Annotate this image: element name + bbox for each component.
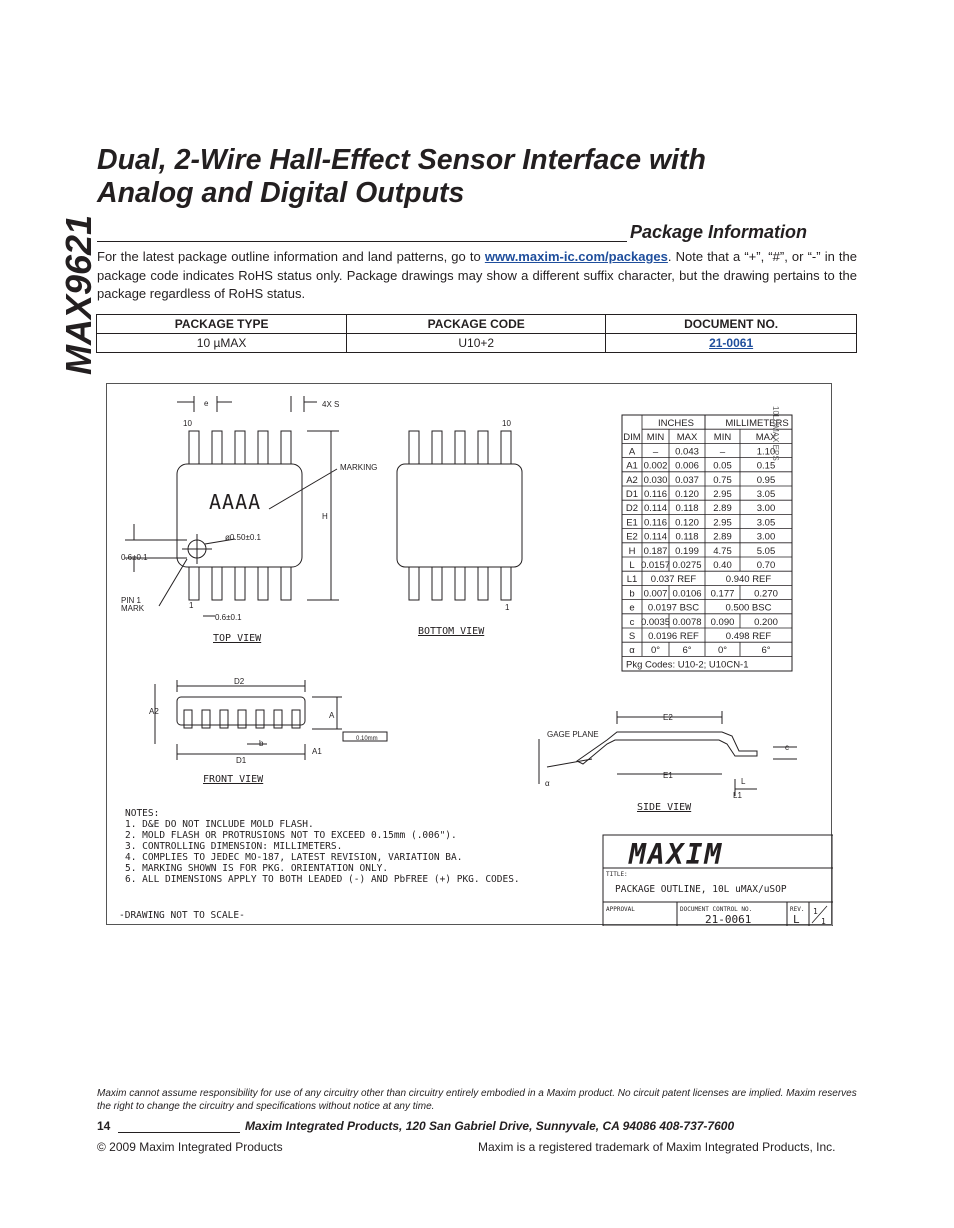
dim-cell: L1 — [626, 574, 638, 586]
dim-cell: 0.116 — [643, 517, 668, 529]
note-3: 3. CONTROLLING DIMENSION: MILLIMETERS. — [125, 841, 343, 852]
dim-cell: 1.10 — [756, 446, 776, 458]
pkg-codes: Pkg Codes: U10-2; U10CN-1 — [626, 659, 749, 671]
dim-col-header: MIN — [646, 432, 665, 444]
dim-cell: 0.118 — [675, 531, 699, 543]
pin1-mark-label-1: PIN 1 — [121, 596, 142, 605]
sheet-bottom: 1 — [821, 917, 826, 926]
dim-cell: 0.0197 BSC — [647, 602, 700, 614]
dim-cell: 0.043 — [675, 446, 699, 458]
drawing-title: PACKAGE OUTLINE, 10L uMAX/uSOP — [615, 884, 787, 895]
vertical-part-number: MAX9621 — [58, 214, 99, 375]
note-5: 5. MARKING SHOWN IS FOR PKG. ORIENTATION ONLY. — [125, 863, 389, 874]
package-table — [96, 314, 857, 353]
top-pin10-label: 10 — [183, 419, 192, 428]
dim-cell: 3.00 — [756, 503, 776, 515]
diameter-label: ø0.50±0.1 — [225, 533, 261, 542]
marking-aaaa: AAAA — [209, 490, 262, 514]
para-text-1: For the latest package outline information and land patterns, go to — [97, 249, 485, 264]
dim-cell: – — [652, 446, 659, 458]
dim-cell: A2 — [626, 474, 638, 486]
dim-cell: 0.40 — [713, 560, 732, 571]
dim-cell: 2.89 — [713, 531, 732, 543]
company-address: Maxim Integrated Products, 120 San Gabriel Drive, Sunnyvale, CA 94086 408-737-7600 — [245, 1119, 735, 1133]
side-view-profile — [577, 732, 757, 764]
dim-cell: – — [719, 446, 726, 458]
left-dim-label: 0.6±0.1 — [121, 553, 148, 562]
e2-label: E2 — [663, 713, 673, 722]
title-line-2: Analog and Digital Outputs — [97, 177, 465, 209]
dim-cell: 2.89 — [713, 503, 732, 515]
dim-cell: b — [629, 588, 635, 600]
gage-plane-label: GAGE PLANE — [547, 730, 599, 739]
package-drawing-svg — [107, 384, 833, 926]
dim-cell: 0.75 — [713, 474, 732, 486]
dim-cell: 0.006 — [675, 460, 699, 472]
eps-label: 10LUMAX.EPS — [771, 406, 780, 461]
document-link[interactable]: 21-0061 — [709, 336, 754, 350]
dim-cell: 0.116 — [643, 489, 668, 500]
dim-cell: A — [628, 446, 636, 458]
sheet-top: 1 — [813, 907, 818, 916]
h-label: H — [322, 512, 328, 521]
note-1: 1. D&E DO NOT INCLUDE MOLD FLASH. — [125, 819, 314, 830]
dim-cell: E2 — [626, 531, 638, 543]
package-type-cell: 10 µMAX — [97, 334, 347, 353]
top-view-label: TOP VIEW — [213, 633, 262, 644]
dim-cell: 0.114 — [643, 531, 668, 543]
dim-cell: 0.120 — [675, 517, 699, 529]
dim-cell: 0.0078 — [672, 616, 702, 628]
bottom-pin10-label: 10 — [502, 419, 511, 428]
footer-rule — [118, 1132, 240, 1133]
dim-cell: 0° — [650, 645, 661, 657]
rev-label: REV. — [790, 906, 805, 913]
dim-cell: 0.498 REF — [725, 631, 772, 642]
dim-cell: 5.05 — [756, 545, 776, 557]
a-label: A — [329, 711, 335, 720]
approval-label: APPROVAL — [606, 906, 635, 913]
dim-col-header: MAX — [755, 432, 777, 444]
l1-label: L1 — [733, 791, 742, 800]
title-line-1: Dual, 2-Wire Hall-Effect Sensor Interface with — [97, 144, 706, 176]
a2-label: A2 — [149, 707, 159, 716]
dim-cell: 3.00 — [756, 531, 776, 543]
b-label: b — [259, 739, 264, 748]
note-6: 6. ALL DIMENSIONS APPLY TO BOTH LEADED (-) AND PbFREE (+) PKG. CODES. — [125, 874, 520, 885]
rev-value: L — [793, 913, 800, 926]
dim-cell: 0.0196 REF — [648, 631, 699, 642]
package-drawing — [106, 383, 832, 925]
dim-cell: S — [628, 631, 636, 642]
dim-cell: 6° — [682, 645, 692, 657]
maxim-logo: MAXIM — [629, 838, 724, 871]
alpha-label: α — [545, 779, 550, 788]
dim-cell: 3.05 — [756, 489, 776, 500]
dim-cell: 0.200 — [754, 616, 778, 628]
dim-cell: 0.002 — [643, 460, 668, 472]
intro-paragraph — [97, 248, 857, 304]
bottom-pin1-label: 1 — [505, 603, 510, 612]
dim-cell: 0.114 — [643, 503, 668, 515]
dim-cell: 0.0106 — [672, 588, 702, 600]
package-code-cell: U10+2 — [347, 334, 606, 353]
package-table-header — [97, 315, 857, 334]
d1-label: D1 — [236, 756, 247, 765]
header-package-type: PACKAGE TYPE — [97, 315, 347, 334]
dim-cell: D1 — [625, 489, 639, 500]
flatness-label: 0.10mm — [356, 736, 378, 742]
dim-col-header: MAX — [676, 432, 698, 444]
dim-cell: 0.037 REF — [650, 574, 697, 586]
dim-cell: 3.05 — [756, 517, 776, 529]
dim-cell: 0.500 BSC — [725, 602, 772, 614]
front-view-body — [177, 697, 305, 725]
e1-label: E1 — [663, 771, 673, 780]
section-title: Package Information — [630, 222, 808, 242]
dim-cell: 0.007 — [643, 588, 668, 600]
marking-label: MARKING — [340, 463, 378, 472]
document-no-cell — [606, 334, 857, 353]
top-view-body — [177, 464, 302, 567]
dim-cell: 0.0157 — [640, 560, 671, 571]
pin1-mark-label-2: MARK — [121, 604, 145, 613]
dim-cell: α — [629, 645, 635, 657]
dim-cell: 0.0035 — [640, 616, 671, 628]
dim-cell: 0.70 — [756, 560, 776, 571]
dim-cell: 0.118 — [675, 503, 699, 515]
trademark: Maxim is a registered trademark of Maxim Integrated Products, Inc. — [478, 1140, 836, 1154]
dim-cell: 0.05 — [713, 460, 732, 472]
header-document-no: DOCUMENT NO. — [606, 315, 857, 334]
table-row — [97, 334, 857, 353]
packages-link[interactable]: www.maxim-ic.com/packages — [484, 249, 668, 264]
top-pin1-label: 1 — [189, 601, 194, 610]
note-2: 2. MOLD FLASH OR PROTRUSIONS NOT TO EXCEED 0.15mm (.006"). — [125, 830, 457, 841]
d2-label: D2 — [234, 677, 245, 686]
front-view-label: FRONT VIEW — [203, 774, 264, 785]
four-x-s-label: 4X S — [322, 400, 340, 409]
copyright: © 2009 Maxim Integrated Products — [97, 1140, 283, 1154]
dim-group-header: MILLIMETERS — [725, 418, 789, 429]
doc-control-label: DOCUMENT CONTROL NO. — [680, 906, 753, 913]
dim-cell: 2.95 — [713, 489, 732, 500]
para-text-2: . Note that a “+”, “#”, or “-” in the package code indicates RoHS status only. Package drawings may show a different suffix character, but the drawing pertains to the package regardless of RoHS status. — [97, 249, 858, 301]
header-package-code: PACKAGE CODE — [347, 315, 606, 334]
page-title — [97, 144, 706, 210]
dim-cell: 0.15 — [756, 460, 776, 472]
dim-cell: e — [629, 602, 635, 614]
bottom-view-body — [397, 464, 522, 567]
top-e-label: e — [204, 399, 209, 408]
dim-cell: 0.120 — [675, 489, 699, 500]
dim-cell: H — [628, 545, 636, 557]
bottom-dim-label: 0.6±0.1 — [215, 613, 242, 622]
note-4: 4. COMPLIES TO JEDEC MO-187, LATEST REVISION, VARIATION BA. — [125, 852, 463, 863]
dim-cell: 0.037 — [675, 474, 699, 486]
dim-cell: E1 — [626, 517, 638, 529]
dim-cell: D2 — [625, 503, 639, 515]
disclaimer: Maxim cannot assume responsibility for use of any circuitry other than circuitry entirely embodied in a Maxim product. No circuit patent licenses are implied. Maxim reserves the right to change the circuitry and specifications without notice at any time. — [97, 1088, 857, 1112]
dim-cell: A1 — [626, 460, 638, 472]
dim-cell: 0.177 — [710, 588, 735, 600]
dim-cell: 0.199 — [675, 545, 699, 557]
side-view-label: SIDE VIEW — [637, 802, 692, 813]
section-rule — [97, 241, 627, 242]
bottom-view-label: BOTTOM VIEW — [418, 626, 485, 637]
dim-cell: 0.95 — [756, 474, 776, 486]
dim-group-header: INCHES — [658, 418, 694, 429]
note-0: NOTES: — [125, 808, 160, 819]
dim-cell: 4.75 — [713, 545, 732, 557]
dim-cell: 2.95 — [713, 517, 732, 529]
dim-cell: 0.030 — [643, 474, 668, 486]
dim-cell: 6° — [761, 645, 771, 657]
notes-block — [119, 808, 520, 921]
dim-col-header: MIN — [713, 432, 732, 444]
title-label: TITLE: — [606, 871, 628, 878]
dim-cell: 0.270 — [754, 588, 778, 600]
l-label: L — [741, 777, 746, 786]
dim-cell: c — [629, 616, 635, 628]
dim-cell: 0.187 — [643, 545, 668, 557]
c-label: c — [785, 743, 789, 752]
page-number: 14 — [97, 1119, 111, 1133]
dim-col-header: DIM — [623, 432, 641, 444]
dim-cell: 0° — [717, 645, 728, 657]
not-to-scale: -DRAWING NOT TO SCALE- — [119, 910, 245, 921]
dim-cell: 0.090 — [710, 616, 735, 628]
dim-cell: 0.0275 — [672, 560, 702, 571]
a1-label: A1 — [312, 747, 322, 756]
dim-cell: L — [629, 560, 635, 571]
dim-cell: 0.940 REF — [725, 574, 772, 586]
dim-table-text — [623, 418, 788, 670]
doc-control-value: 21-0061 — [705, 913, 752, 926]
